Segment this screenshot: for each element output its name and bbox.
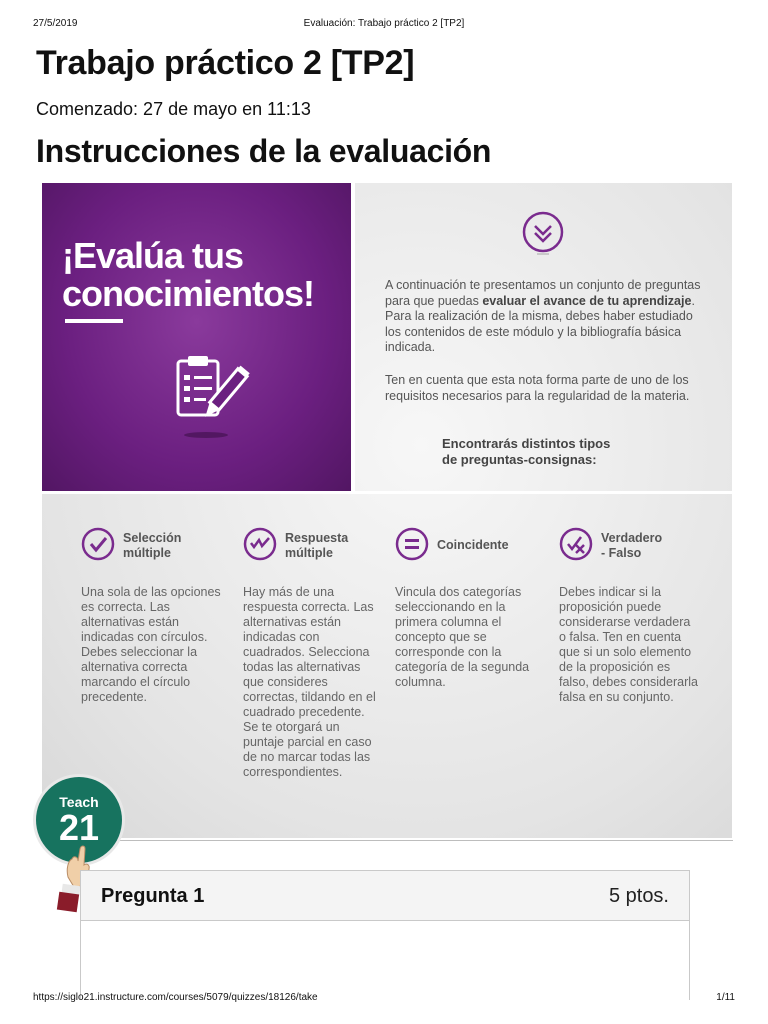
check-x-circle-icon [559, 527, 593, 561]
print-header [33, 18, 735, 32]
print-doc-title: Evaluación: Trabajo práctico 2 [TP2] [303, 18, 465, 29]
banner-headline-line1: ¡Evalúa tus [62, 235, 244, 276]
question-header [81, 871, 689, 921]
double-chevron-down-icon [520, 211, 566, 257]
banner-divider-vertical [351, 183, 355, 491]
question-type-name: Verdadero - Falso [601, 531, 663, 560]
badge-label: Teach [59, 794, 99, 810]
question-type-name: Coincidente [437, 538, 509, 552]
headline-underline [65, 319, 123, 323]
question-type-description: Debes indicar si la proposición puede considerarse verdadera o falsa. Ten en cuenta que si un solo elemento de la proposición es falso, debes considerarla falsa en su conjunto. [559, 585, 698, 704]
question-type-name: Respuesta múltiple [285, 531, 349, 560]
started-timestamp: Comenzado: 27 de mayo en 11:13 [36, 99, 311, 119]
question-card [80, 870, 690, 1000]
page-number: 1/11 [716, 992, 735, 1003]
question-type-description: Vincula dos categorías seleccionando en la primera columna el concepto que se corresponde con la categoría de la segunda columna. [395, 585, 530, 689]
banner-headline-line2: conocimientos! [62, 273, 315, 314]
banner-headline [62, 237, 314, 313]
divider-line [80, 840, 733, 841]
equals-circle-icon [395, 527, 429, 561]
question-type-description: Una sola de las opciones es correcta. Las alternativas están indicadas con círculos. Debes seleccionar la alternativa correcta marcando el círculo precedente. [81, 585, 221, 704]
page-title: Trabajo práctico 2 [TP2] [36, 44, 415, 82]
intro-paragraph: A continuación te presentamos un conjunto de preguntas para que puedas evaluar el avance de tu aprendizaje. Para la realización de la misma, debes haber estudiado los contenidos de este módulo y la bibliografía básica indicada. [385, 278, 701, 354]
question-title: Pregunta 1 [101, 885, 205, 907]
check-circle-icon [81, 527, 115, 561]
section-title: Instrucciones de la evaluación [36, 133, 492, 169]
question-points: 5 ptos. [608, 885, 669, 907]
question-types-heading: Encontrarás distintos tipos de preguntas-consignas: [442, 436, 611, 467]
question-type-name: Selección múltiple [123, 531, 182, 560]
clipboard-pencil-icon [170, 351, 250, 441]
question-type-description: Hay más de una respuesta correcta. Las alternativas están indicadas con cuadrados. Selecciona todas las alternativas que consideres correctas, tildando en el cuadrado precedente. Se te otorgará un puntaje parcial en caso de no marcar todas las correspondientes. [243, 585, 376, 779]
instructions-banner [42, 183, 732, 838]
banner-divider-horizontal [42, 491, 732, 494]
page-url: https://siglo21.instructure.com/courses/5079/quizzes/18126/take [33, 992, 318, 1003]
print-date: 27/5/2019 [33, 18, 78, 29]
grade-note-paragraph: Ten en cuenta que esta nota forma parte de uno de los requisitos necesarios para la regularidad de la materia. [385, 373, 690, 403]
banner-purple-panel [42, 183, 351, 491]
double-check-circle-icon [243, 527, 277, 561]
badge-number: 21 [58, 807, 100, 848]
